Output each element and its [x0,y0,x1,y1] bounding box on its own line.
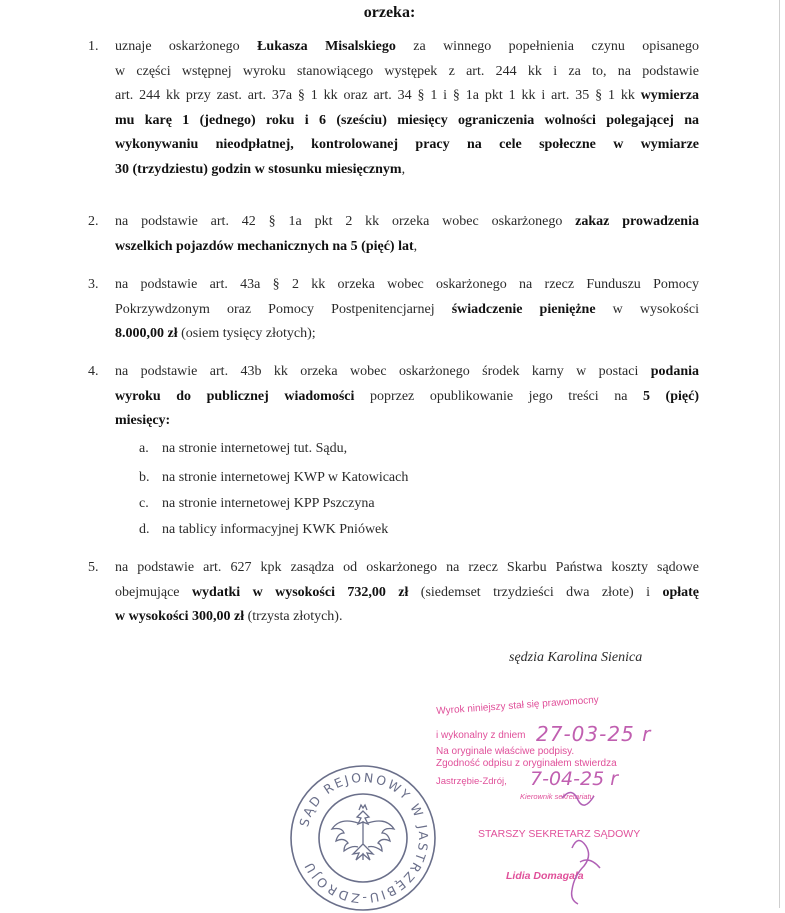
stamp-certification-line: Zgodność odpisu z oryginałem stwierdza [436,758,617,769]
subitem-text: na stronie internetowej KPP Pszczyna [162,496,375,511]
bold-text: 5 (pięć) [642,388,699,404]
text-run: obejmujące [115,584,192,600]
item-line [115,273,699,298]
subitem-letter: b. [139,470,150,485]
bold-text: w wysokości 300,00 zł [115,609,245,624]
bold-text: podania [650,364,699,379]
verdict-item-5 [88,556,699,630]
bold-text: wymierza [640,88,699,103]
item-text [115,556,699,630]
stamp-clerk-name: Lidia Domagała [506,870,584,882]
bold-text: miesięcy: [115,413,171,428]
item-line [115,322,699,347]
item-line [115,235,699,260]
item-number: 2. [88,214,99,229]
bold-text: 30 (trzydziestu) godzin w stosunku miesięcznym [115,161,402,177]
bold-text: 8.000,00 zł [115,326,178,341]
verdict-item-3 [88,273,699,347]
court-seal [288,763,438,913]
subitem-text: na tablicy informacyjnej KWK Pniówek [162,522,389,537]
item-text [115,210,699,259]
item-line [115,109,699,134]
item-number: 4. [88,364,99,379]
text-run: w części wstępnej wyroku stanowiącego występek z art. 244 kk i za to, na podstawie [115,63,699,79]
text-run: na podstawie art. 627 kpk zasądza od oskarżonego na rzecz Skarbu Państwa koszty sądowe [115,560,699,575]
text-run: art. 244 kk przy zast. art. 37a § 1 kk oraz art. 34 § 1 i § 1a pkt 1 kk i art. 35 § 1 kk [115,88,641,103]
verdict-item-4 [88,360,699,434]
item-line [115,409,699,434]
verdict-item-2 [88,210,699,259]
item-number: 5. [88,560,99,575]
subitem-text: na stronie internetowej KWP w Katowicach [162,470,409,485]
verdict-item-1 [88,35,699,182]
subitem-c [139,496,375,512]
item-line [115,385,699,410]
text-run: , [401,161,406,177]
text-run: , [413,238,418,254]
item-text [115,360,699,434]
subitem-letter: d. [139,522,150,537]
item-line [115,581,699,606]
text-run: za winnego popełnienia czynu opisanego [395,39,699,54]
text-run: Pokrzywdzonym oraz Pomocy Postpenitencjarnej [115,301,452,317]
subitem-letter: c. [139,496,149,511]
item-line [115,158,699,183]
bold-text: zakaz prowadzenia [575,214,699,229]
svg-text:SĄD REJONOWY W JASTRZĘBIU-ZDRO [296,770,431,906]
item-line [115,298,699,323]
item-number: 1. [88,39,99,54]
item-line [115,210,699,235]
subitem-a [139,441,348,457]
stamp-enforceable-line: i wykonalny z dniem [436,730,526,741]
bold-text: Łukasza Misalskiego [257,39,396,54]
item-text [115,35,699,182]
item-line [115,35,699,60]
text-run: na podstawie art. 43b kk orzeka wobec oskarżonego środek karny w postaci [115,364,651,379]
stamp-date-finality: 27-03-25 r [536,722,652,746]
text-run: w wysokości [595,301,699,317]
text-run: uznaje oskarżonego [115,39,258,54]
text-run: na podstawie art. 42 § 1a pkt 2 kk orzeka wobec oskarżonego [115,214,576,229]
bold-text: wyroku do publicznej wiadomości [115,388,355,404]
stamp-office: Kierownik sekretariatu [520,792,594,801]
item-line [115,556,699,581]
clerk-signature-scribble [552,778,612,908]
polish-eagle-icon [332,805,394,860]
page-edge [779,0,785,908]
bold-text: opłatę [662,584,699,600]
subitem-text: na stronie internetowej tut. Sądu, [162,441,348,456]
bold-text: wszelkich pojazdów mechanicznych na 5 (pięć) lat [115,238,414,254]
seal-ring-text: SĄD REJONOWY W JASTRZĘBIU-ZDROJU [296,769,432,907]
text-run: (siedemset trzydzieści dwa złote) i [408,584,663,600]
stamp-finality-line: Wyrok niniejszy stał się prawomocny [436,694,600,717]
item-line [115,60,699,85]
text-run: na podstawie art. 43a § 2 kk orzeka wobec oskarżonego na rzecz Funduszu Pomocy [115,277,699,292]
text-run: poprzez opublikowanie jego treści na [354,388,643,404]
text-run: (osiem tysięcy złotych); [177,326,316,341]
item-line [115,360,699,385]
item-line [115,133,699,158]
item-number: 3. [88,277,99,292]
bold-text: wykonywaniu nieodpłatnej, kontrolowanej pracy na cele społeczne w wymiarze [115,137,699,152]
subitem-d [139,522,389,538]
stamp-city: Jastrzębie-Zdrój, [436,776,507,787]
item-line [115,605,699,630]
text-run: (trzysta złotych). [244,609,343,624]
bold-text: wydatki w wysokości 732,00 zł [191,584,409,600]
bold-text: mu karę 1 (jednego) roku i 6 (sześciu) miesięcy ograniczenia wolności polegającej na [115,112,699,128]
item-line [115,84,699,109]
verdict-heading: orzeka: [363,4,416,21]
item-text [115,273,699,347]
judge-signature: sędzia Karolina Sienica [509,650,643,665]
stamp-clerk-title: STARSZY SEKRETARZ SĄDOWY [478,828,641,840]
subitem-b [139,470,409,486]
subitem-letter: a. [139,441,149,456]
stamp-original-signatures-line: Na oryginale właściwe podpisy. [436,746,575,757]
bold-text: świadczenie pieniężne [451,301,596,317]
stamp-date-copy: 7-04-25 r [530,768,619,790]
